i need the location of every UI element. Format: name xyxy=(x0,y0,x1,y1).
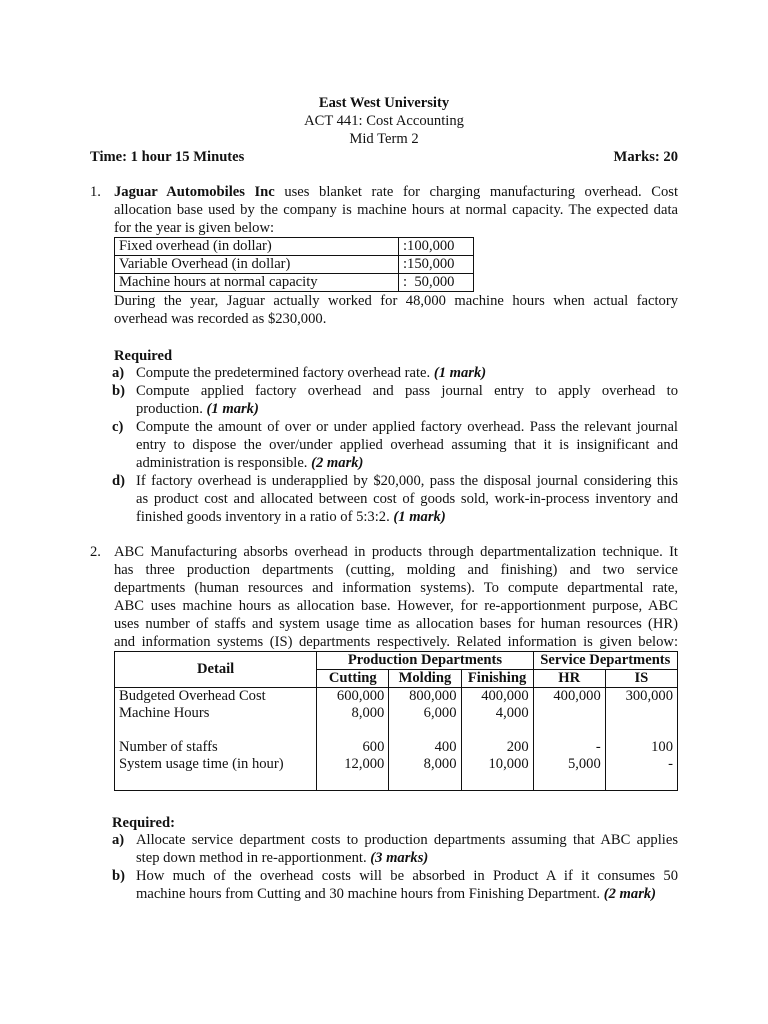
table-row xyxy=(115,705,678,722)
exam-marks: Marks: 20 xyxy=(613,149,678,165)
table-row xyxy=(115,238,474,256)
q1-item-d-text: as product cost and allocated between cost of goods sold, work-in-process inventory and xyxy=(136,491,678,507)
table-col-header: Finishing xyxy=(461,670,533,688)
table-row xyxy=(115,274,474,292)
table-cell: 6,000 xyxy=(389,705,461,722)
table-cell: 400,000 xyxy=(533,688,605,706)
table-cell: - xyxy=(533,739,605,756)
q2-item-a-mark: (3 marks) xyxy=(370,850,429,866)
q1-number: 1. xyxy=(90,184,101,200)
table-header-service: Service Departments xyxy=(533,652,677,670)
q1-item-d-text: If factory overhead is underapplied by $20,000, pass the disposal journal considering this xyxy=(136,473,678,489)
q2-intro-line: uses number of staffs and system usage time as allocation bases for human resources (HR) xyxy=(114,616,678,632)
q2-item-a-letter: a) xyxy=(112,832,125,848)
exam-title: Mid Term 2 xyxy=(349,131,419,147)
table-cell: Number of staffs xyxy=(115,739,317,756)
q1-intro-line: for the year is given below: xyxy=(114,220,275,236)
q1-intro-line: allocation base used by the company is machine hours at normal capacity. The expected data xyxy=(114,202,678,218)
q1-item-a-mark: (1 mark) xyxy=(433,365,487,381)
q1-intro-line: uses blanket rate for charging manufacturing overhead. Cost xyxy=(274,184,678,200)
table-col-header: Cutting xyxy=(317,670,389,688)
table-cell: 400,000 xyxy=(461,688,533,706)
q1-item-c-text: administration is responsible. xyxy=(136,455,312,471)
q1-data-table xyxy=(114,237,474,292)
q1-item-c-text: Compute the amount of over or under applied factory overhead. Pass the relevant journal xyxy=(136,419,678,435)
table-spacer-row xyxy=(115,722,678,739)
q1-item-a-text: Compute the predetermined factory overhead rate. xyxy=(136,365,434,381)
q2-item-b-mark: (2 mark) xyxy=(603,886,657,902)
table-cell: 5,000 xyxy=(533,756,605,773)
q1-required-label: Required xyxy=(114,348,173,364)
q2-item-a xyxy=(136,831,678,867)
q2-intro-line: ABC uses machine hours as allocation base. However, for re-apportionment purpose, ABC xyxy=(114,598,678,614)
table-cell: 400 xyxy=(389,739,461,756)
table-cell: 200 xyxy=(461,739,533,756)
table-cell: 10,000 xyxy=(461,756,533,773)
table-cell: 100 xyxy=(605,739,677,756)
table-row xyxy=(115,739,678,756)
q1-item-c-letter: c) xyxy=(112,419,124,435)
table-cell: Machine Hours xyxy=(115,705,317,722)
q1-after-text xyxy=(114,292,678,328)
q2-item-b xyxy=(136,867,678,903)
table-row xyxy=(115,256,474,274)
q1-after-line: During the year, Jaguar actually worked for 48,000 machine hours when actual factory xyxy=(114,293,678,309)
table-spacer-row xyxy=(115,773,678,791)
table-cell: : 50,000 xyxy=(399,274,474,292)
table-cell: 800,000 xyxy=(389,688,461,706)
table-cell: :150,000 xyxy=(399,256,474,274)
q1-item-a xyxy=(136,364,678,382)
q1-item-d-text: finished goods inventory in a ratio of 5:3:2. xyxy=(136,509,394,525)
exam-time: Time: 1 hour 15 Minutes xyxy=(90,149,245,165)
table-cell: 8,000 xyxy=(389,756,461,773)
table-cell: 8,000 xyxy=(317,705,389,722)
q2-item-b-text: How much of the overhead costs will be absorbed in Product A if it consumes 50 xyxy=(136,868,678,884)
q2-intro-line: has three production departments (cutting, molding and finishing) and two service xyxy=(114,562,678,578)
table-header-detail: Detail xyxy=(115,652,317,688)
table-header-production: Production Departments xyxy=(317,652,533,670)
q1-item-b-text: Compute applied factory overhead and pass journal entry to apply overhead to xyxy=(136,383,678,399)
q1-item-b-mark: (1 mark) xyxy=(206,401,259,417)
q1-item-b-letter: b) xyxy=(112,383,125,399)
q2-item-a-text: Allocate service department costs to production departments assuming that ABC applies xyxy=(136,832,678,848)
table-cell: 4,000 xyxy=(461,705,533,722)
table-cell: 12,000 xyxy=(317,756,389,773)
table-cell xyxy=(533,705,605,722)
table-cell: Variable Overhead (in dollar) xyxy=(115,256,399,274)
q2-required-label: Required: xyxy=(112,815,175,831)
table-col-header: Molding xyxy=(389,670,461,688)
table-col-header: IS xyxy=(605,670,677,688)
table-cell: 300,000 xyxy=(605,688,677,706)
q1-item-d-letter: d) xyxy=(112,473,125,489)
q1-item-d xyxy=(136,472,678,526)
table-cell: Machine hours at normal capacity xyxy=(115,274,399,292)
q1-item-c xyxy=(136,418,678,472)
table-cell xyxy=(605,705,677,722)
q2-intro-line: and information systems (IS) departments respectively. Related information is given below: xyxy=(114,634,678,650)
q1-item-d-mark: (1 mark) xyxy=(393,509,446,525)
university-title: East West University xyxy=(318,95,450,111)
table-row xyxy=(115,652,678,670)
q1-item-b xyxy=(136,382,678,418)
table-cell: System usage time (in hour) xyxy=(115,756,317,773)
q2-item-a-text: step down method in re-apportionment. xyxy=(136,850,371,866)
q2-number: 2. xyxy=(90,544,101,560)
course-title: ACT 441: Cost Accounting xyxy=(304,113,464,129)
table-cell: Fixed overhead (in dollar) xyxy=(115,238,399,256)
q2-item-b-letter: b) xyxy=(112,868,125,884)
q1-intro xyxy=(114,183,678,237)
table-row xyxy=(115,688,678,706)
q1-item-c-mark: (2 mark) xyxy=(311,455,364,471)
table-col-header: HR xyxy=(533,670,605,688)
q1-after-line: overhead was recorded as $230,000. xyxy=(114,311,327,327)
q1-item-b-text: production. xyxy=(136,401,207,417)
q2-item-b-text: machine hours from Cutting and 30 machine hours from Finishing Department. xyxy=(136,886,604,902)
q1-item-c-text: entry to dispose the over/under applied overhead assuming that it is insignificant and xyxy=(136,437,678,453)
table-cell: Budgeted Overhead Cost xyxy=(115,688,317,706)
q2-intro xyxy=(114,543,678,651)
q1-item-a-letter: a) xyxy=(112,365,125,381)
table-row xyxy=(115,756,678,773)
q2-data-table xyxy=(114,651,678,791)
q2-intro-line: ABC Manufacturing absorbs overhead in products through departmentalization technique. It xyxy=(114,544,678,560)
q1-company: Jaguar Automobiles Inc xyxy=(114,184,275,200)
q2-intro-line: departments (human resources and information systems). To compute departmental rate, xyxy=(114,580,678,596)
table-cell: 600 xyxy=(317,739,389,756)
table-cell: :100,000 xyxy=(399,238,474,256)
table-cell: - xyxy=(605,756,677,773)
table-cell: 600,000 xyxy=(317,688,389,706)
